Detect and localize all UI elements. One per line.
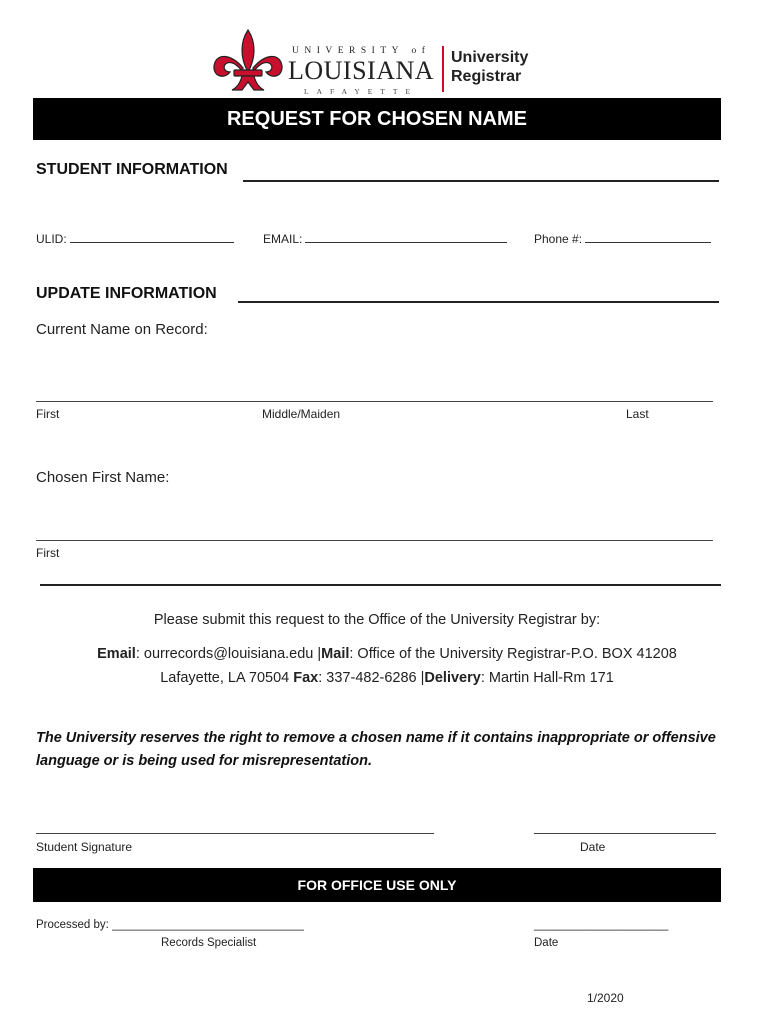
submit-intro: Please submit this request to the Office of the University Registrar by: [153, 612, 601, 628]
update-info-heading: UPDATE INFORMATION [36, 285, 217, 302]
office-date-label: Date [534, 937, 559, 949]
form-title: REQUEST FOR CHOSEN NAME [33, 98, 721, 140]
office-date-field[interactable]: _____________________ [534, 919, 669, 931]
submit-contact-line [33, 646, 741, 662]
policy-notice: The University reserves the right to remove a chosen name if it contains inappropriate or offensive language or is being used for misrepresentation. [36, 730, 716, 769]
registrar-line-2: Registrar [451, 68, 522, 85]
ulid-label: ULID: [36, 232, 67, 246]
ulid-input-line[interactable] [70, 230, 234, 243]
middle-name-label: Middle/Maiden [262, 407, 341, 421]
records-specialist-label: Records Specialist [161, 937, 257, 949]
mail-value: : Office of the University Registrar-P.O. BOX 41208 [349, 646, 677, 662]
phone-label: Phone #: [534, 232, 583, 246]
section-divider [238, 301, 719, 303]
fax-key: Fax [293, 670, 319, 686]
last-name-label: Last [626, 407, 649, 421]
student-signature-label: Student Signature [36, 840, 133, 854]
phone-input-line[interactable] [585, 230, 711, 243]
fleur-de-lis-icon [210, 28, 286, 96]
address-text: Lafayette, LA 70504 [160, 670, 294, 686]
delivery-value: : Martin Hall-Rm 171 [480, 670, 614, 686]
current-name-label: Current Name on Record: [36, 321, 208, 338]
student-info-heading: STUDENT INFORMATION [36, 161, 228, 178]
ulid-field[interactable] [36, 230, 234, 246]
delivery-key: Delivery [424, 670, 481, 686]
email-input-line[interactable] [305, 230, 507, 243]
section-divider [243, 180, 719, 182]
signature-date-input-line[interactable] [534, 833, 716, 834]
section-divider [40, 584, 721, 586]
signature-date-label: Date [580, 840, 606, 854]
chosen-first-label: First [36, 546, 60, 560]
chosen-name-label: Chosen First Name: [36, 469, 170, 486]
logo-lafayette-text: LAFAYETTE [304, 87, 419, 96]
first-name-label: First [36, 407, 60, 421]
email-label: EMAIL: [263, 232, 303, 246]
logo-university-text: UNIVERSITY of [292, 46, 431, 56]
logo-louisiana-text: LOUISIANA [288, 56, 435, 85]
processed-by-field[interactable]: Processed by: ______________________________ [36, 919, 304, 931]
email-value[interactable]: : ourrecords@louisiana.edu | [135, 646, 322, 662]
email-key: Email [97, 646, 136, 662]
university-logo [210, 28, 560, 96]
form-version: 1/2020 [587, 991, 624, 1005]
submit-address-line [33, 670, 741, 686]
phone-field[interactable] [534, 230, 711, 246]
registrar-line-1: University [451, 49, 529, 66]
fax-value: : 337-482-6286 | [318, 670, 425, 686]
current-name-input-line[interactable] [36, 401, 713, 402]
logo-divider [442, 46, 444, 92]
email-field[interactable] [263, 230, 507, 246]
office-use-heading: FOR OFFICE USE ONLY [33, 868, 721, 902]
mail-key: Mail [321, 646, 350, 662]
signature-input-line[interactable] [36, 833, 434, 834]
registrar-label [451, 48, 528, 86]
chosen-name-input-line[interactable] [36, 540, 713, 541]
